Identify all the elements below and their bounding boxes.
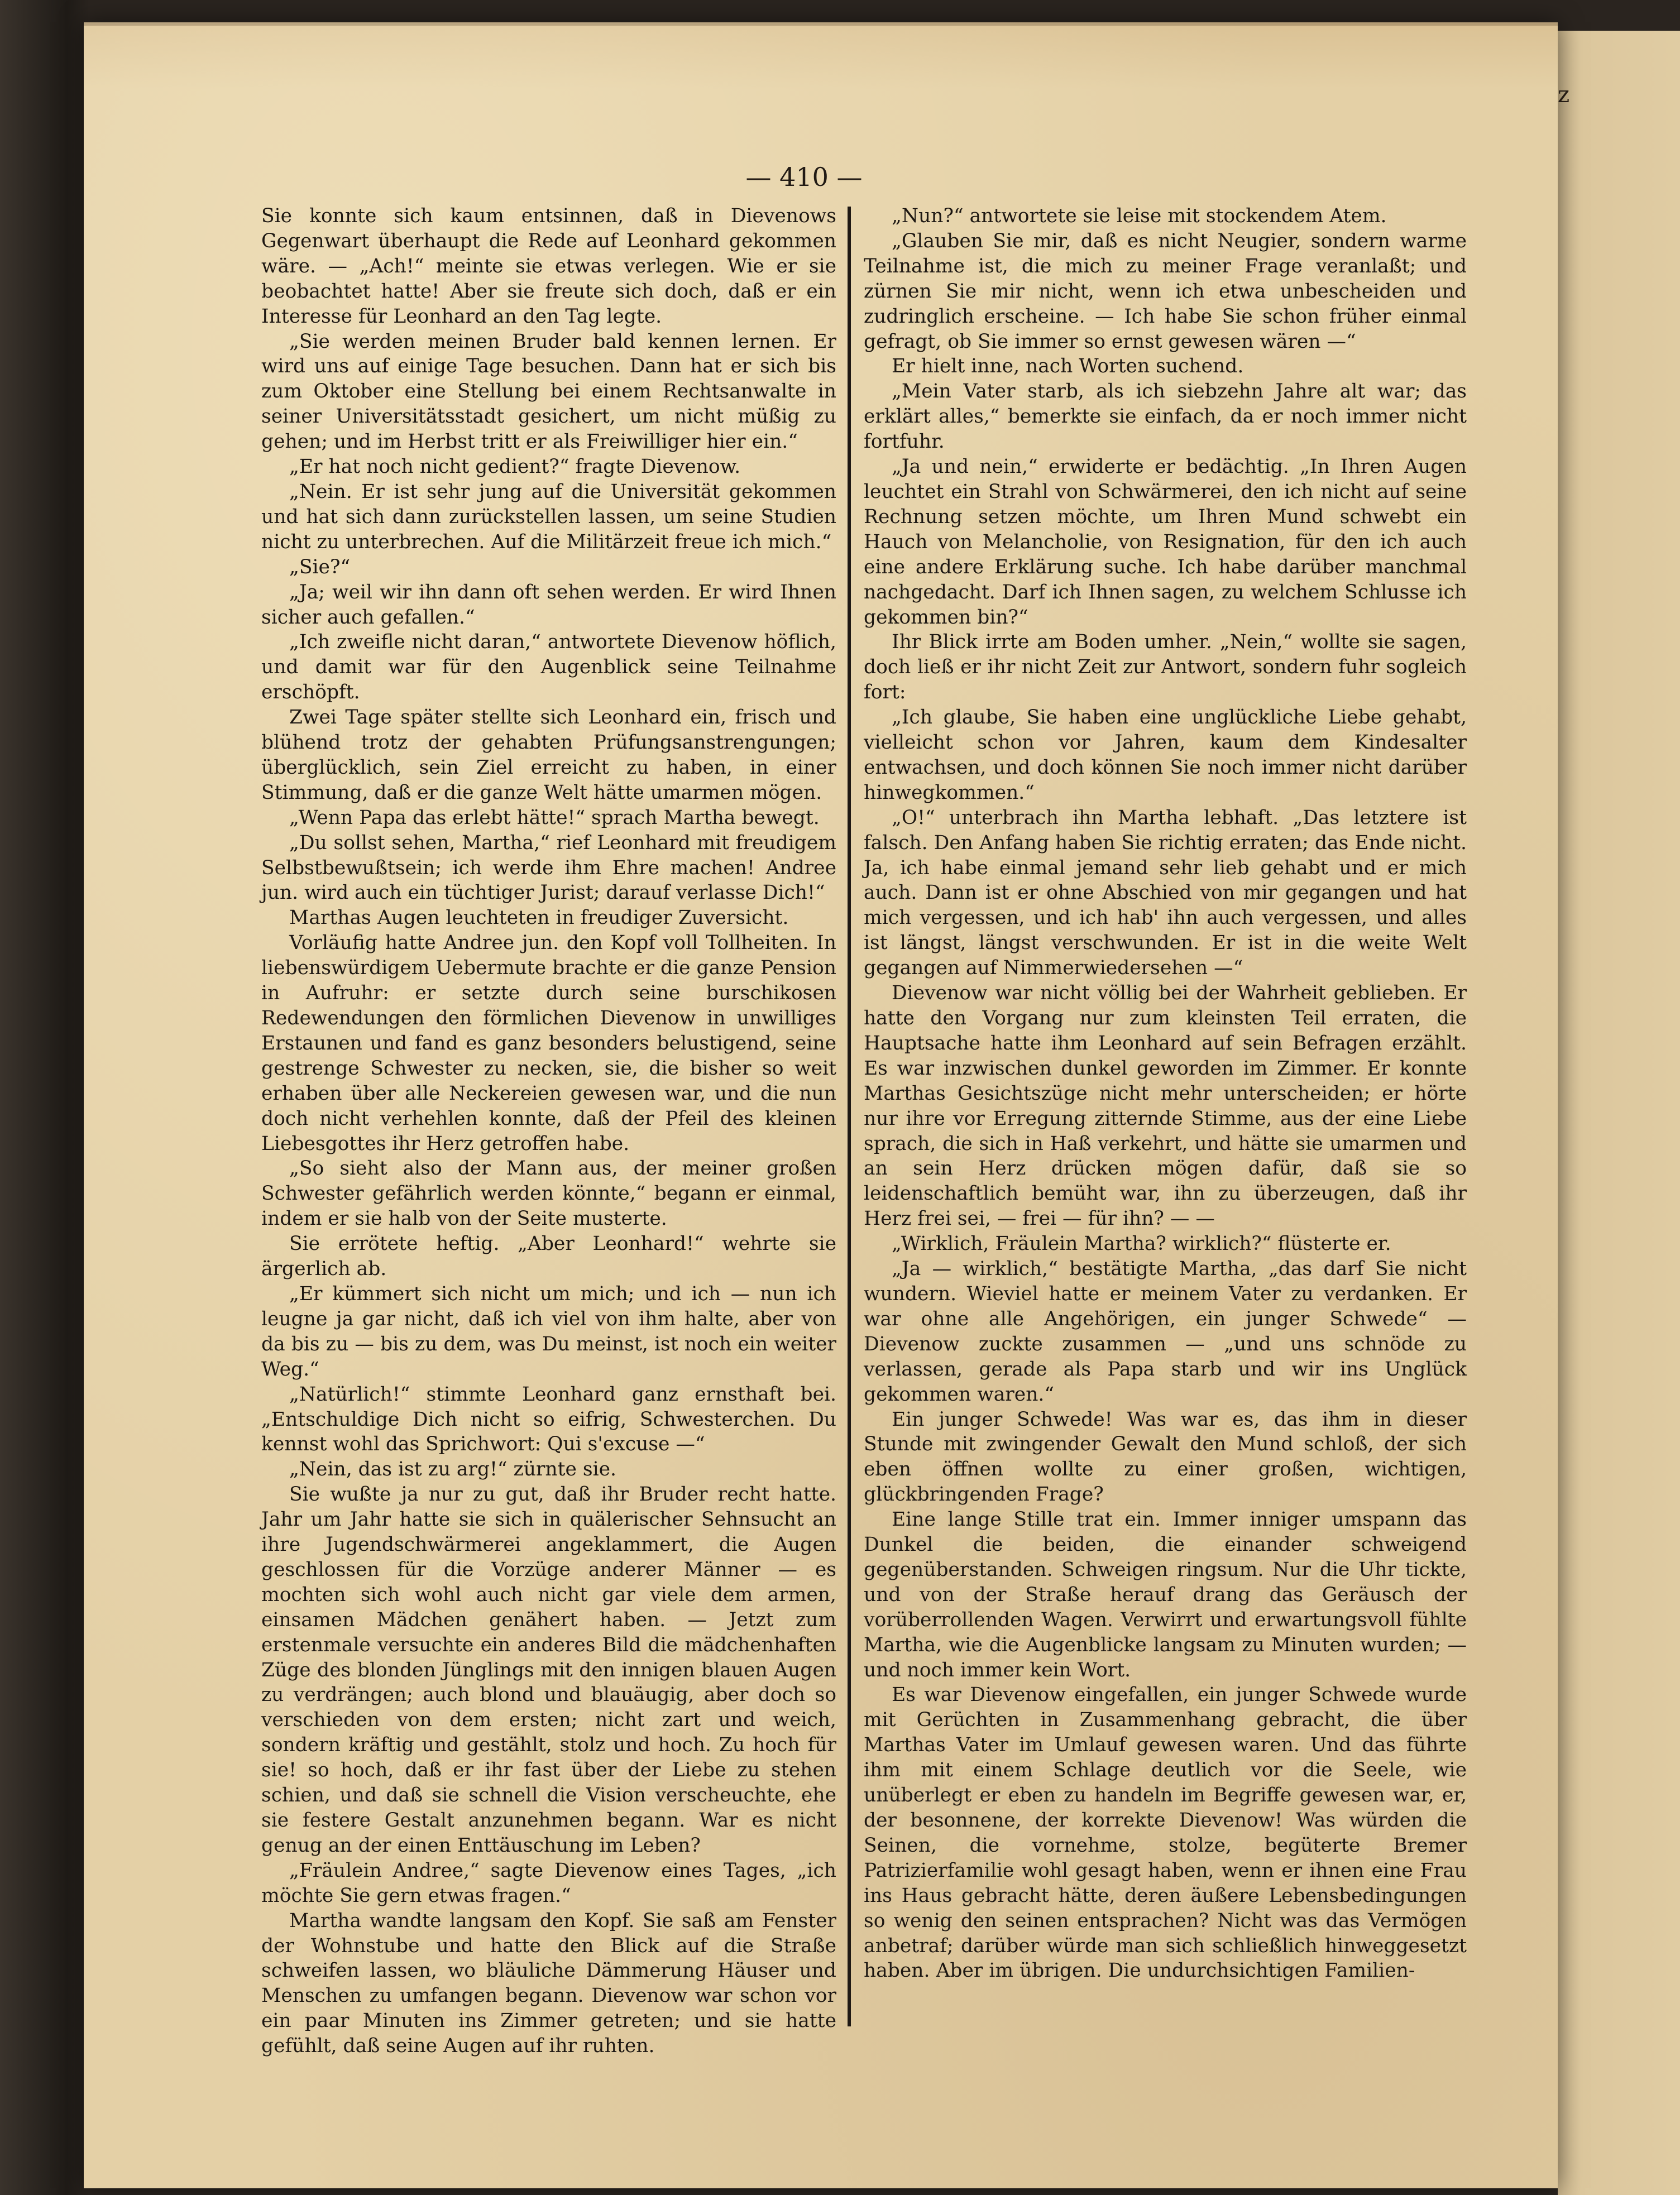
paragraph: Vorläufig hatte Andree jun. den Kopf voll Tollheiten. In liebenswürdigem Uebermute brachte er die ganze Pension in Aufruhr: er setzte durch seine burschikosen Redewendungen den förmlichen Dievenow in unwilliges Erstaunen und fand es ganz besonders belustigend, seine gestrenge Schwester zu necken, sie, die bisher so weit erhaben über alle Neckereien gewesen war, und die nun doch nicht verhehlen konnte, daß der Pfeil des kleinen Liebesgottes ihr Herz getroffen habe.: [261, 932, 836, 1155]
column-divider: [848, 207, 851, 2026]
paragraph: Ihr Blick irrte am Boden umher. „Nein,“ wollte sie sagen, doch ließ er ihr nicht Zeit zur Antwort, sondern fuhr sogleich fort:: [864, 631, 1467, 704]
paragraph: „Nein. Er ist sehr jung auf die Universität gekommen und hat sich dann zurückstellen lassen, um seine Studien nicht zu unterbrechen. Auf die Militärzeit freue ich mich.“: [261, 480, 836, 553]
paragraph: Sie errötete heftig. „Aber Leonhard!“ wehrte sie ärgerlich ab.: [261, 1233, 836, 1281]
page-top-edge: [84, 22, 1558, 26]
paragraph: „Ja — wirklich,“ bestätigte Martha, „das darf Sie nicht wundern. Wieviel hatte er meinem Vater zu verdanken. Er war ohne alle Angehörigen, ein junger Schwede“ — Dievenow zuckte zusammen — „und uns schnöde zu verlassen, gerade als Papa starb und wir ins Unglück gekommen waren.“: [864, 1258, 1467, 1406]
paragraph: „Nein, das ist zu arg!“ zürnte sie.: [289, 1458, 617, 1481]
paragraph: „Er hat noch nicht gedient?“ fragte Dievenow.: [289, 456, 741, 478]
paragraph: „Sie?“: [289, 555, 351, 578]
paragraph: „Wenn Papa das erlebt hätte!“ sprach Martha bewegt.: [289, 806, 820, 829]
paragraph: Zwei Tage später stellte sich Leonhard ein, frisch und blühend trotz der gehabten Prüfungsanstrengungen; überglücklich, sein Ziel erreicht zu haben, in einer Stimmung, daß er die ganze Welt hätte umarmen mögen.: [261, 706, 836, 804]
paragraph: Er hielt inne, nach Worten suchend.: [892, 355, 1244, 378]
paragraph: „Ja; weil wir ihn dann oft sehen werden. Er wird Ihnen sicher auch gefallen.“: [261, 581, 836, 629]
paragraph: Martha wandte langsam den Kopf. Sie saß am Fenster der Wohnstube und hatte den Blick auf die Straße schweifen lassen, wo bläuliche Dämmerung Häuser und Menschen zu umfangen begann. Dievenow war schon vor ein paar Minuten ins Zimmer getreten; und sie hatte gefühlt, daß seine Augen auf ihr ruhten.: [261, 1909, 836, 2058]
paragraph: „Du sollst sehen, Martha,“ rief Leonhard mit freudigem Selbstbewußtsein; ich werde ihm Ehre machen! Andree jun. wird auch ein tüchtiger Jurist; darauf verlasse Dich!“: [261, 831, 836, 904]
paragraph: „Fräulein Andree,“ sagte Dievenow eines Tages, „ich möchte Sie gern etwas fragen.“: [261, 1859, 836, 1907]
paragraph: „Ich zweifle nicht daran,“ antwortete Dievenow höflich, und damit war für den Augenblick seine Teilnahme erschöpft.: [261, 631, 836, 704]
page-number: — 410 —: [745, 162, 863, 192]
paragraph: Dievenow war nicht völlig bei der Wahrheit geblieben. Er hatte den Vorgang nur zum kleinsten Teil erraten, die Hauptsache hatte ihm Leonhard auf sein Befragen erzählt. Es war inzwischen dunkel geworden im Zimmer. Er konnte Marthas Gesichtszüge nicht mehr unterscheiden; er hörte nur ihre vor Erregung zitternde Stimme, aus der eine Liebe sprach, die sich in Haß verkehrt, und hätte sie umarmen und an sein Herz drücken mögen dafür, daß sie so leidenschaftlich bemüht war, ihn zu überzeugen, daß ihr Herz frei sei, — frei — für ihn? — —: [864, 982, 1467, 1230]
paragraph: „Sie werden meinen Bruder bald kennen lernen. Er wird uns auf einige Tage besuchen. Dann hat er sich bis zum Oktober eine Stellung bei einem Rechtsanwalte in seiner Universitätsstadt gesichert, um nicht müßig zu gehen; und im Herbst tritt er als Freiwilliger hier ein.“: [261, 330, 836, 453]
paragraph: „Natürlich!“ stimmte Leonhard ganz ernsthaft bei. „Entschuldige Dich nicht so eifrig, Schwesterchen. Du kennst wohl das Sprichwort: Qui s'excuse —“: [261, 1383, 836, 1456]
paragraph: Sie wußte ja nur zu gut, daß ihr Bruder recht hatte. Jahr um Jahr hatte sie sich in quälerischer Sehnsucht an ihre Jugendschwärmerei angeklammert, die Augen geschlossen für die Vorzüge anderer Männer — es mochten sich wohl auch nicht gar viele dem armen, einsamen Mädchen genähert haben. — Jetzt zum erstenmale versuchte ein anderes Bild die mädchenhaften Züge des blonden Jünglings mit den innigen blauen Augen zu verdrängen; auch blond und blauäugig, aber doch so verschieden von dem ersten; nicht zart und weich, sondern kräftig und gestählt, stolz und hoch. Zu hoch für sie! so hoch, daß er ihr fast über der Liebe zu stehen schien, und daß sie schnell die Vision verscheuchte, ehe sie festere Gestalt anzunehmen begann. War es nicht genug an der einen Enttäuschung im Leben?: [261, 1483, 836, 1857]
paragraph: „Ich glaube, Sie haben eine unglückliche Liebe gehabt, vielleicht schon vor Jahren, kaum dem Kindesalter entwachsen, und doch können Sie noch immer nicht darüber hinwegkommen.“: [864, 706, 1467, 804]
paragraph: Ein junger Schwede! Was war es, das ihm in dieser Stunde mit zwingender Gewalt den Mund schloß, der sich eben öffnen wollte zu einer großen, wichtigen, glückbringenden Frage?: [864, 1408, 1467, 1506]
paragraph: Marthas Augen leuchteten in freudiger Zuversicht.: [289, 907, 789, 929]
paragraph: „Wirklich, Fräulein Martha? wirklich?“ flüsterte er.: [892, 1233, 1391, 1255]
right-text-column: [864, 204, 1467, 1983]
paragraph: „O!“ unterbrach ihn Martha lebhaft. „Das letztere ist falsch. Den Anfang haben Sie richtig erraten; das Ende nicht. Ja, ich habe einmal jemand sehr lieb gehabt und er mich auch. Dann ist er ohne Abschied von mir gegangen und hat mich vergessen, und ich hab' ihn auch vergessen, und alles ist längst, längst verschwunden. Er ist in die weite Welt gegangen auf Nimmerwiedersehen —“: [864, 806, 1467, 980]
paragraph: „Er kümmert sich nicht um mich; und ich — nun ich leugne ja gar nicht, daß ich viel von ihm halte, aber von da bis zu — bis zu dem, was Du meinst, ist noch ein weiter Weg.“: [261, 1282, 836, 1381]
adjacent-page-mark: z: [1558, 82, 1570, 108]
paragraph: „So sieht also der Mann aus, der meiner großen Schwester gefährlich werden könnte,“ begann er einmal, indem er sie halb von der Seite musterte.: [261, 1157, 836, 1230]
adjacent-page-edge: [1558, 31, 1680, 2195]
paragraph: „Glauben Sie mir, daß es nicht Neugier, sondern warme Teilnahme ist, die mich zu meiner Frage veranlaßt; und zürnen Sie mir nicht, wenn ich etwa unbescheiden und zudringlich erscheine. — Ich habe Sie schon früher einmal gefragt, ob Sie immer so ernst gewesen wären —“: [864, 229, 1467, 353]
paragraph: „Nun?“ antwortete sie leise mit stockendem Atem.: [892, 205, 1387, 227]
left-text-column: [261, 204, 836, 2059]
paragraph: Es war Dievenow eingefallen, ein junger Schwede wurde mit Gerüchten in Zusammenhang gebracht, die über Marthas Vater im Umlauf gewesen waren. Und das führte ihm mit einem Schlage deutlich vor die Seele, wie unüberlegt er eben zu handeln im Begriffe gewesen war, er, der besonnene, der korrekte Dievenow! Was würden die Seinen, die vornehme, stolze, begüterte Bremer Patrizierfamilie wohl gesagt haben, wenn er ihnen eine Frau ins Haus gebracht hätte, deren äußere Lebensbedingungen so wenig den seinen entsprachen? Nicht was das Vermögen anbetraf; darüber würde man sich schließlich hinweggesetzt haben. Aber im übrigen. Die undurchsichtigen Familien-: [864, 1684, 1467, 1982]
paragraph: „Mein Vater starb, als ich siebzehn Jahre alt war; das erklärt alles,“ bemerkte sie einfach, da er noch immer nicht fortfuhr.: [864, 380, 1467, 453]
paragraph: „Ja und nein,“ erwiderte er bedächtig. „In Ihren Augen leuchtet ein Strahl von Schwärmerei, den ich nicht auf seine Rechnung setzen möchte, um Ihren Mund schwebt ein Hauch von Melancholie, von Resignation, für den ich auch eine andere Erklärung suche. Ich habe darüber manchmal nachgedacht. Darf ich Ihnen sagen, zu welchem Schlusse ich gekommen bin?“: [864, 456, 1467, 629]
paragraph: Sie konnte sich kaum entsinnen, daß in Dievenows Gegenwart überhaupt die Rede auf Leonhard gekommen wäre. — „Ach!“ meinte sie etwas verlegen. Wie er sie beobachtet hatte! Aber sie freute sich doch, daß er ein Interesse für Leonhard an den Tag legte.: [261, 205, 836, 328]
paragraph: Eine lange Stille trat ein. Immer inniger umspann das Dunkel die beiden, die einander schweigend gegenüberstanden. Schweigen ringsum. Nur die Uhr tickte, und von der Straße herauf drang das Geräusch der vorüberrollenden Wagen. Verwirrt und erwartungsvoll fühlte Martha, wie die Augenblicke langsam zu Minuten wurden; — und noch immer kein Wort.: [864, 1508, 1467, 1681]
